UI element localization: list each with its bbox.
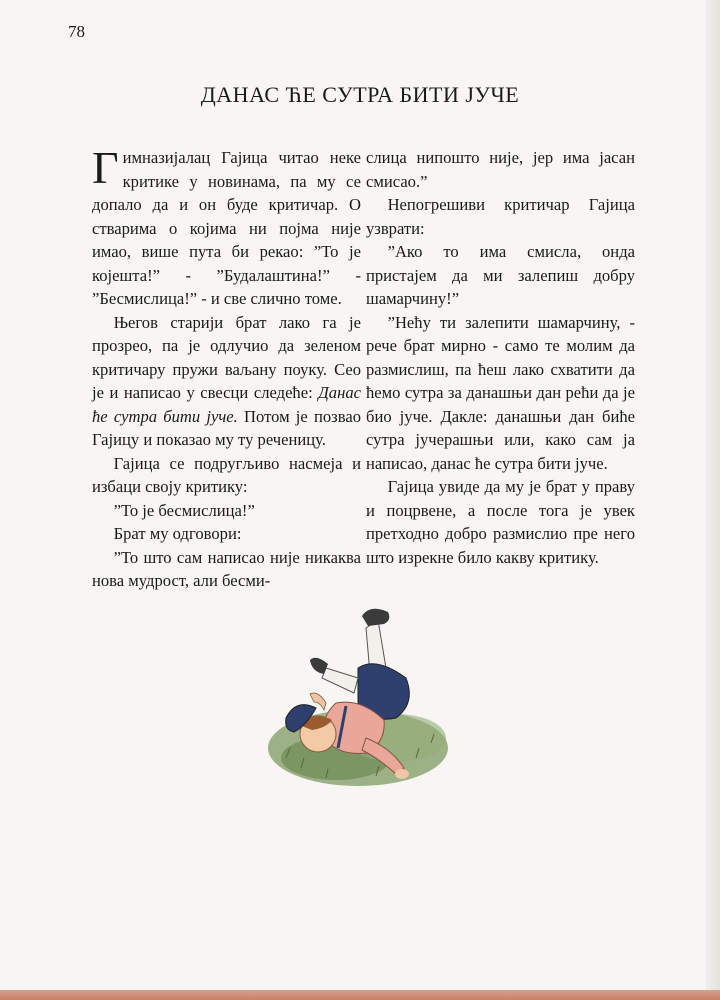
text-column-right xyxy=(366,146,635,569)
bottom-edge-band xyxy=(0,990,720,1000)
paragraph-text: имназијалац Гајица читао неке критике у новинама, па му се допало да и он буде критичар. О стварима о којима ни појма није имао, више пута би рекао: ”То је којешта!” - ”Будалаштина!” - ”Бесмислица!” - и све слично томе. xyxy=(92,148,361,308)
italic-sentence: Данас ће сутра бити јуче. xyxy=(92,383,361,426)
paragraph: Брат му одговори: xyxy=(113,524,242,543)
page-number: 78 xyxy=(68,22,85,41)
paragraph xyxy=(92,311,361,452)
drop-cap: Г xyxy=(92,142,119,193)
paragraph: Гајица увиде да му је брат у праву и поцрвене, а после тога је увек претходно добро размислио пре него што изрекне било какву критику. xyxy=(366,477,635,567)
paragraph: ”То што сам написао није никаква нова мудрост, али бесми- xyxy=(92,547,361,590)
paragraph: слица нипошто није, јер има јасан смисао.” xyxy=(366,148,635,191)
story-title: ДАНАС ЋЕ СУТРА БИТИ ЈУЧЕ xyxy=(200,82,520,107)
tumbling-boy-illustration xyxy=(266,598,456,798)
paragraph: Непогрешиви критичар Гајица узврати: xyxy=(366,195,635,238)
paragraph xyxy=(92,142,361,311)
paragraph-text: Његов старији брат лако га је прозрео, па је одлучио да зеленом критичару пружи ваљану поуку. Сео је и написао у свесци следеће: xyxy=(92,312,361,402)
paragraph: ”Ако то има смисла, онда пристајем да ми залепиш добру шамарчину!” xyxy=(366,242,635,308)
paragraph-text: Потом је позвао Гајицу и показао му ту реченицу. xyxy=(92,406,361,449)
page-edge-shadow xyxy=(706,0,720,1000)
paragraph: Гајица се подругљиво насмеја и избаци своју критику: xyxy=(92,453,361,496)
paragraph: ”То је бесмислица!” xyxy=(113,500,255,520)
text-column-left xyxy=(92,142,361,593)
paragraph: ”Нећу ти залепити шамарчину, - рече брат мирно - само те молим да размислиш, па ћеш лако схватити да ћемо сутра за данашњи дан рећи да је био јуче. Дакле: данашњи дан биће сутра јучерашњи или, како сам ја написао, данас ће сутра бити јуче. xyxy=(366,312,635,473)
